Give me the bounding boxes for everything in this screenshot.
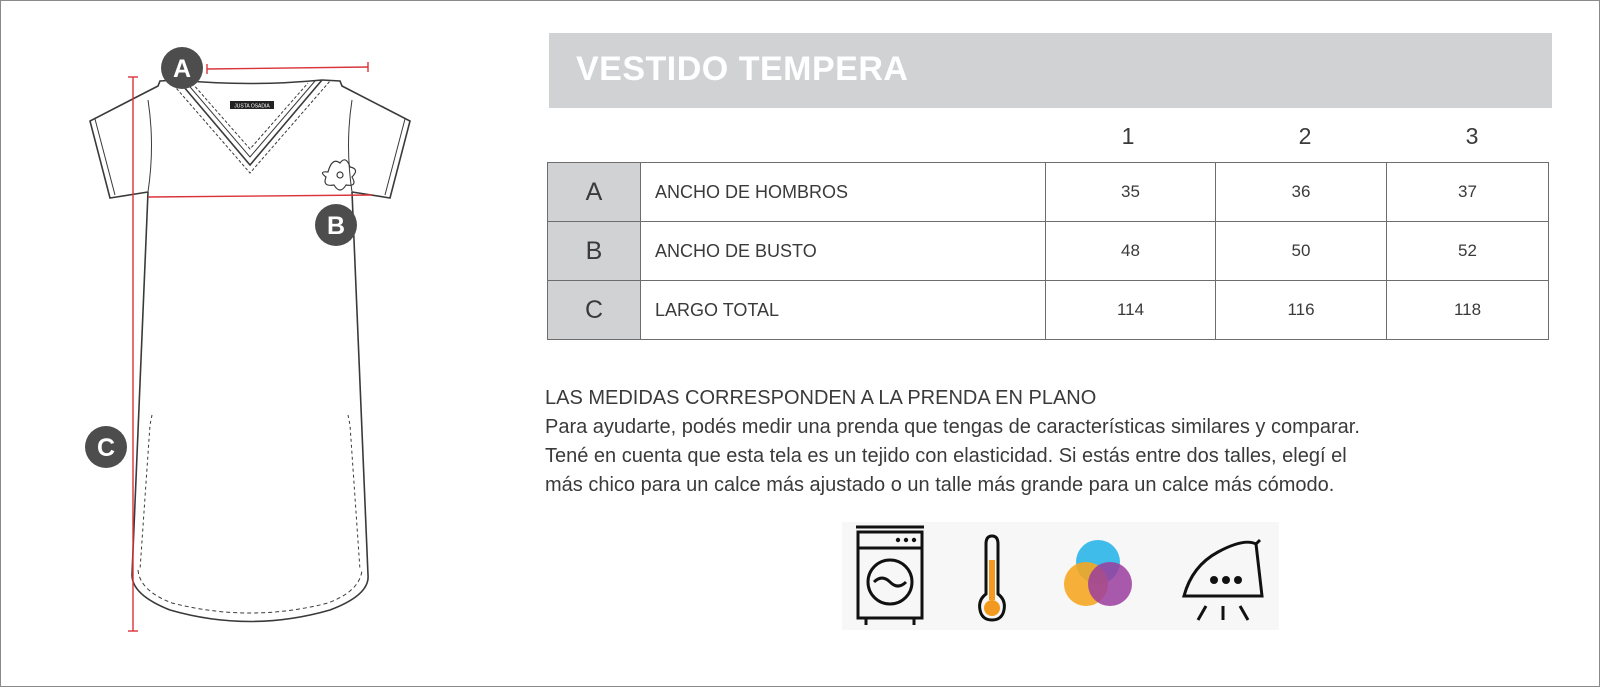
row-letter: C <box>548 281 641 340</box>
notes-heading: LAS MEDIDAS CORRESPONDEN A LA PRENDA EN PLANO <box>545 387 1097 409</box>
page-title: VESTIDO TEMPERA <box>576 50 909 88</box>
dress-outline <box>90 80 410 622</box>
marker-a <box>161 47 203 89</box>
svg-text:A: A <box>172 55 192 83</box>
dress-illustration <box>70 35 450 645</box>
size-header-3: 3 <box>1465 123 1479 149</box>
notes-line: más chico para un calce más ajustado o un talle más grande para un calce más cómodo. <box>545 474 1335 496</box>
size-table <box>547 162 1549 340</box>
row-value: 52 <box>1387 222 1549 281</box>
title-bar <box>549 33 1552 108</box>
row-label: ANCHO DE BUSTO <box>641 222 1046 281</box>
row-value: 116 <box>1216 281 1387 340</box>
table-row <box>548 163 1549 222</box>
care-icons <box>842 522 1279 630</box>
measure-line-a <box>207 62 368 74</box>
row-letter: A <box>548 163 641 222</box>
marker-c <box>85 426 127 468</box>
row-label: LARGO TOTAL <box>641 281 1046 340</box>
row-value: 48 <box>1046 222 1216 281</box>
size-header-2: 2 <box>1298 123 1312 149</box>
measure-line-b <box>148 195 372 197</box>
marker-b <box>315 204 357 246</box>
notes-line: Tené en cuenta que esta tela es un tejido con elasticidad. Si estás entre dos talles, elegí el <box>545 445 1347 467</box>
thermometer-icon <box>972 522 1012 630</box>
table-row <box>548 281 1549 340</box>
svg-text:B: B <box>326 212 346 240</box>
neck-label-text: JUSTA OSADIA <box>234 103 270 110</box>
row-value: 37 <box>1387 163 1549 222</box>
row-value: 35 <box>1046 163 1216 222</box>
row-letter: B <box>548 222 641 281</box>
row-label: ANCHO DE HOMBROS <box>641 163 1046 222</box>
measure-line-c <box>128 77 138 631</box>
iron-icon <box>1178 522 1268 630</box>
row-value: 114 <box>1046 281 1216 340</box>
row-value: 118 <box>1387 281 1549 340</box>
flower-icon <box>322 160 355 190</box>
washing-machine-icon <box>852 522 928 630</box>
table-row <box>548 222 1549 281</box>
color-overlap-icon <box>1052 522 1144 630</box>
size-header-1: 1 <box>1121 123 1135 149</box>
measurement-notes <box>545 384 1415 500</box>
notes-line: Para ayudarte, podés medir una prenda que tengas de características similares y comparar. <box>545 416 1360 438</box>
svg-text:C: C <box>96 434 116 462</box>
row-value: 50 <box>1216 222 1387 281</box>
row-value: 36 <box>1216 163 1387 222</box>
